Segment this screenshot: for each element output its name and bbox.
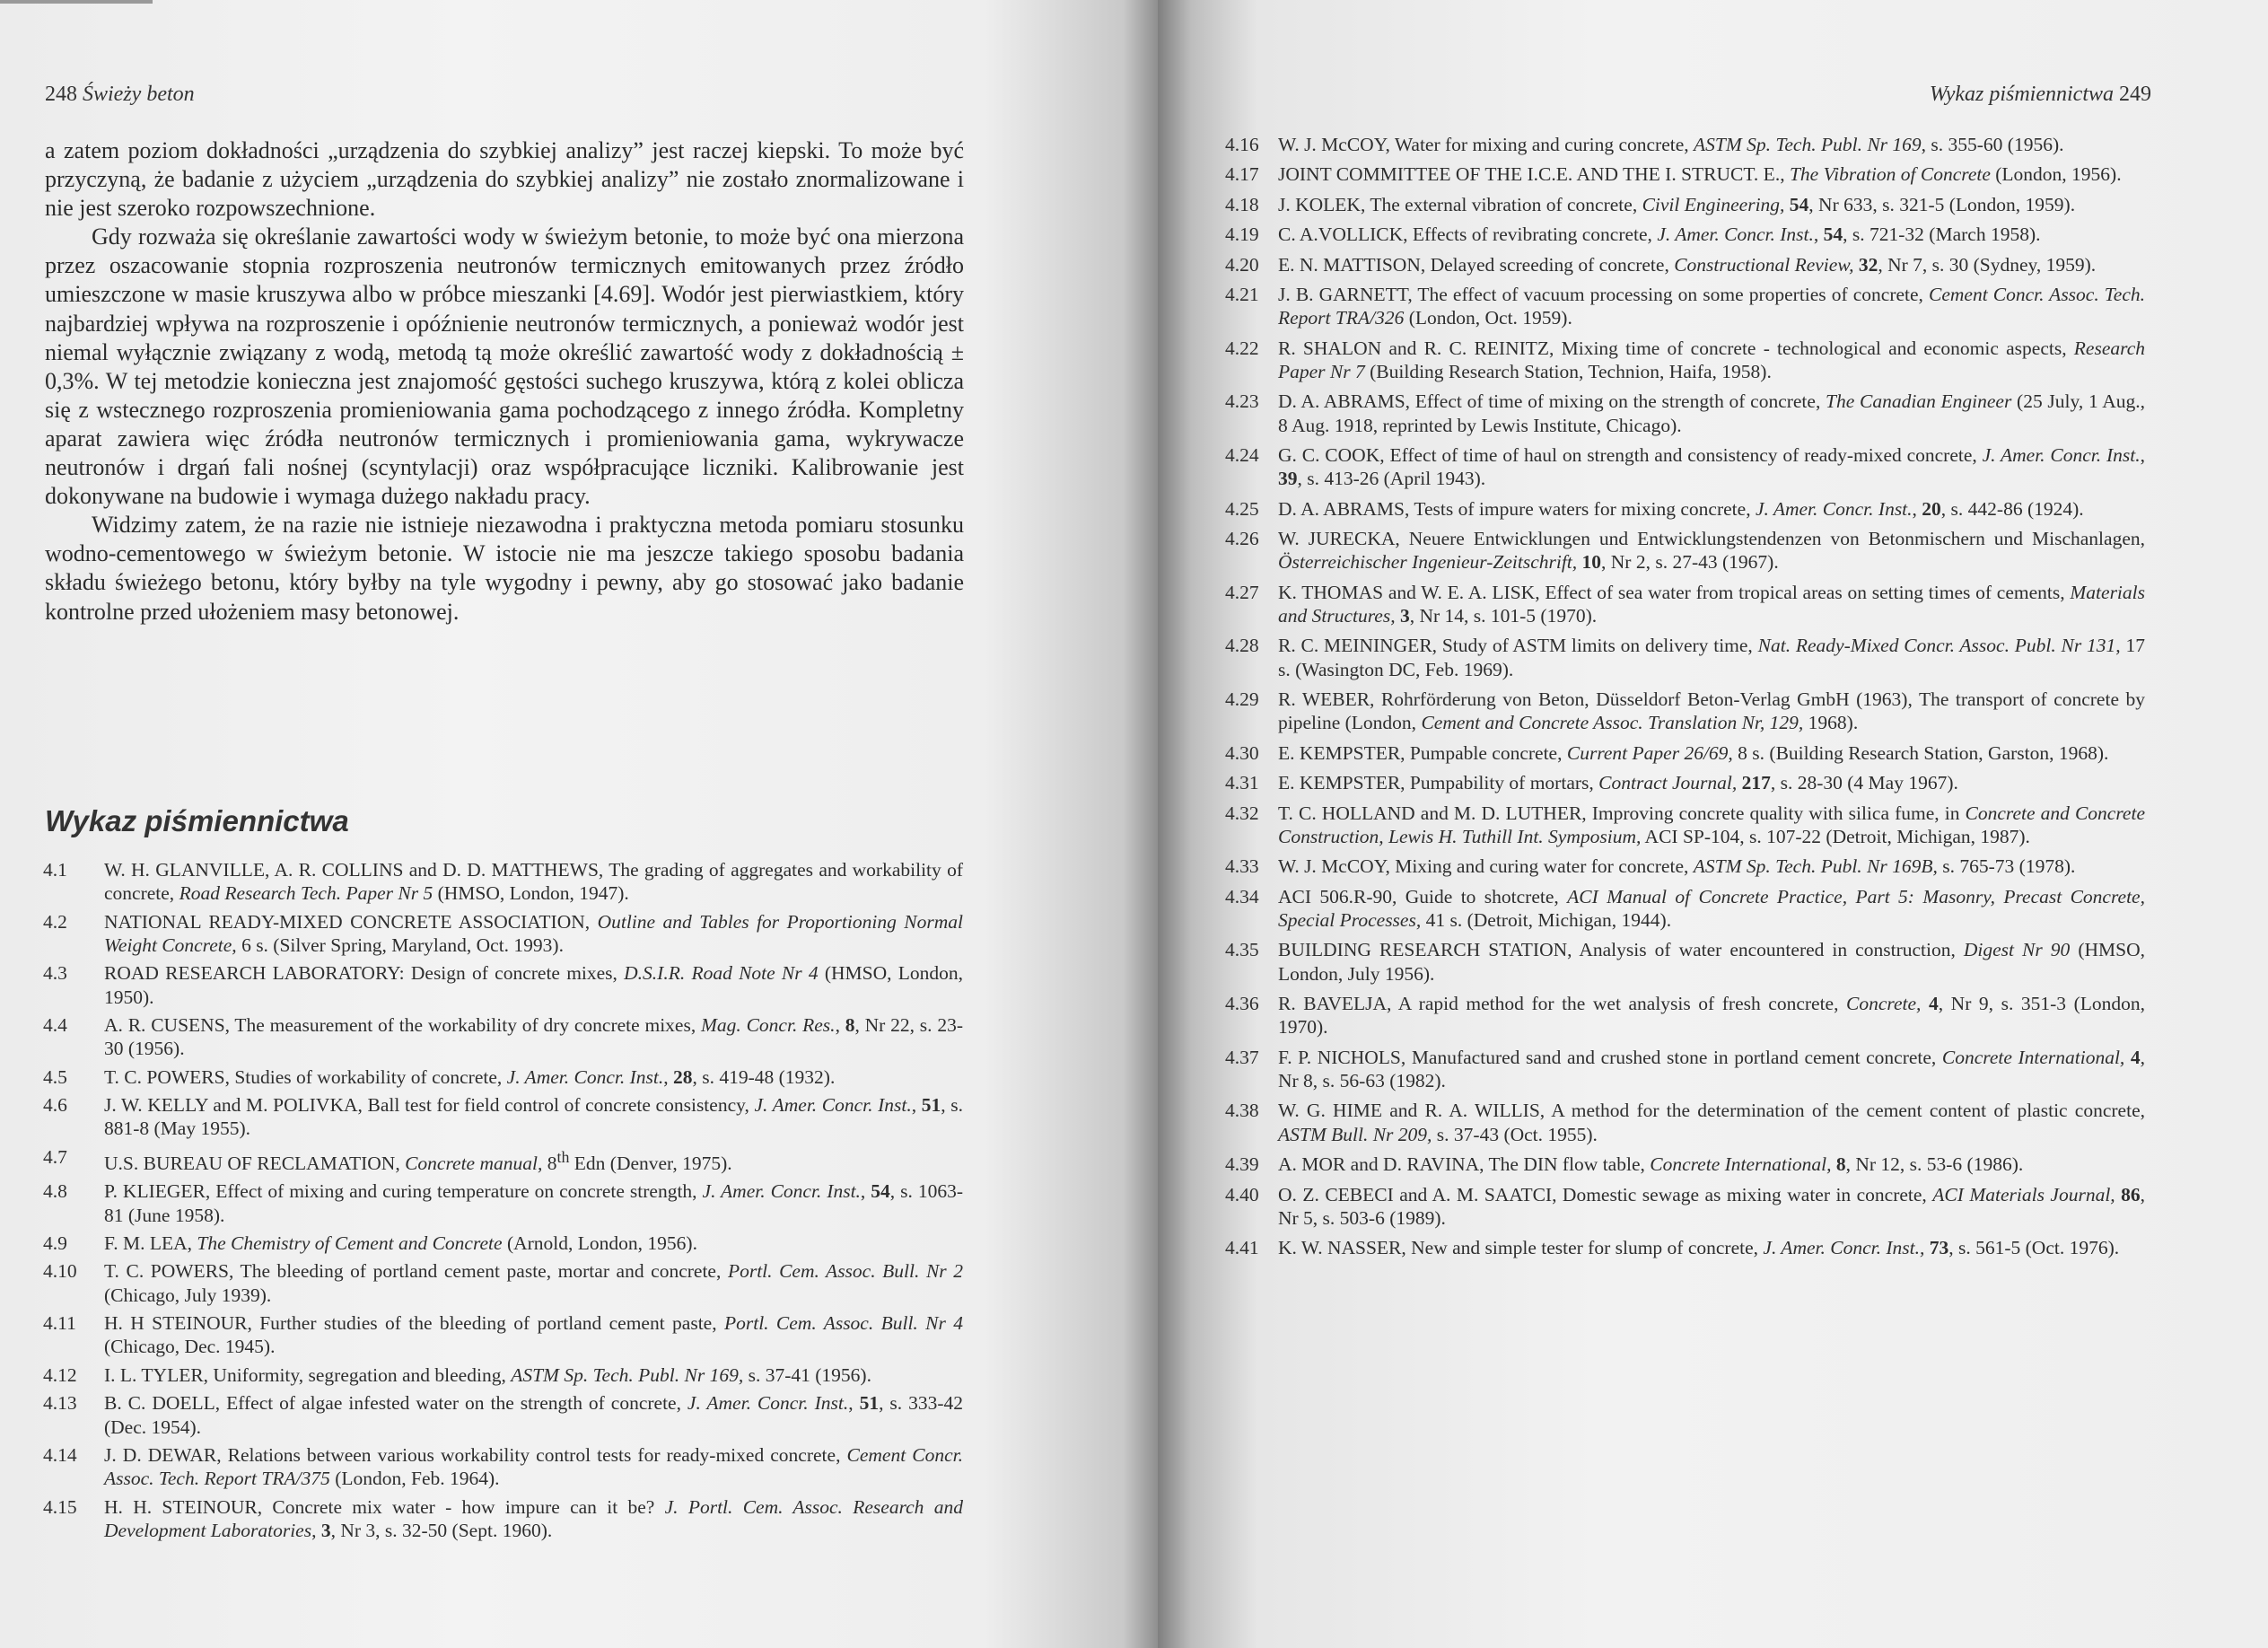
reference-item — [1225, 337, 2145, 384]
reference-number: 4.33 — [1225, 855, 1259, 878]
reference-number: 4.3 — [43, 962, 67, 985]
reference-text: NATIONAL READY-MIXED CONCRETE ASSOCIATION, Outline and Tables for Proportioning Normal Weight Concrete, 6 s. (Silver Spring, Maryland, Oct. 1993). — [104, 910, 963, 956]
reference-number: 4.14 — [43, 1443, 77, 1466]
reference-number: 4.28 — [1225, 635, 1259, 657]
reference-item — [43, 1495, 963, 1543]
reference-number: 4.6 — [43, 1094, 67, 1117]
reference-number: 4.18 — [1225, 193, 1259, 215]
reference-text: P. KLIEGER, Effect of mixing and curing temperature on concrete strength, J. Amer. Concr. Inst., 54, s. 1063-81 (June 1958). — [104, 1180, 964, 1226]
reference-number: 4.34 — [1225, 885, 1259, 907]
reference-item — [1225, 802, 2145, 849]
reference-text: W. JURECKA, Neuere Entwicklungen und Entwicklungstendenzen von Betonmischern und Mischanlagen, Österreichischer Ingenieur-Zeitschrift, 10, Nr 2, s. 27-43 (1967). — [1278, 528, 2145, 574]
reference-number: 4.41 — [1225, 1237, 1259, 1259]
running-title: Wykaz piśmiennictwa — [1929, 83, 2114, 106]
reference-item — [1225, 1153, 2145, 1176]
running-head-left — [45, 83, 195, 107]
reference-number: 4.16 — [1225, 134, 1259, 155]
page-number: 248 — [45, 83, 77, 106]
reference-text: E. N. MATTISON, Delayed screeding of concrete, Constructional Review, 32, Nr 7, s. 30 (Sydney, 1959). — [1278, 253, 2097, 276]
reference-number: 4.11 — [43, 1312, 76, 1335]
reference-item — [43, 1259, 963, 1307]
reference-text: W. J. McCOY, Mixing and curing water for concrete, ASTM Sp. Tech. Publ. Nr 169B, s. 765-73 (1978). — [1278, 855, 2076, 878]
reference-item — [1225, 855, 2145, 878]
reference-item — [1225, 741, 2145, 765]
reference-number: 4.35 — [1225, 939, 1259, 961]
reference-number: 4.7 — [43, 1145, 67, 1168]
reference-item — [1225, 283, 2145, 330]
reference-item — [1225, 688, 2145, 735]
reference-text: D. A. ABRAMS, Tests of impure waters for mixing concrete, J. Amer. Concr. Inst., 20, s. 442-86 (1924). — [1278, 497, 2084, 520]
reference-item — [1225, 527, 2145, 574]
reference-text: ACI 506.R-90, Guide to shotcrete, ACI Manual of Concrete Practice, Part 5: Masonry, Precast Concrete, Special Processes, 41 s. (Detroit, Michigan, 1944). — [1278, 885, 2145, 931]
reference-text: A. MOR and D. RAVINA, The DIN flow table, Concrete International, 8, Nr 12, s. 53-6 (1986). — [1278, 1153, 2024, 1176]
reference-item — [1225, 162, 2145, 186]
reference-item — [43, 1065, 963, 1089]
reference-item — [1225, 443, 2145, 491]
reference-number: 4.5 — [43, 1065, 67, 1088]
reference-number: 4.10 — [43, 1260, 77, 1283]
reference-item — [43, 1363, 963, 1387]
reference-item — [43, 858, 963, 906]
reference-number: 4.9 — [43, 1232, 67, 1255]
reference-item — [1225, 634, 2145, 681]
running-head-right — [1930, 83, 2151, 107]
reference-number: 4.26 — [1225, 528, 1259, 550]
reference-text: O. Z. CEBECI and A. M. SAATCI, Domestic sewage as mixing water in concrete, ACI Materials Journal, 86, Nr 5, s. 503-6 (1989). — [1278, 1183, 2146, 1229]
body-text — [45, 136, 964, 627]
reference-number: 4.8 — [43, 1180, 67, 1203]
reference-text: T. C. POWERS, Studies of workability of concrete, J. Amer. Concr. Inst., 28, s. 419-48 (1932). — [104, 1065, 836, 1088]
reference-text: E. KEMPSTER, Pumpable concrete, Current Paper 26/69, 8 s. (Building Research Station, Garston, 1968). — [1278, 741, 2109, 764]
reference-item — [1225, 938, 2145, 986]
references-heading: Wykaz piśmiennictwa — [45, 804, 349, 837]
reference-text: J. W. KELLY and M. POLIVKA, Ball test for field control of concrete consistency, J. Amer. Concr. Inst., 51, s. 881-8 (May 1955). — [104, 1094, 964, 1140]
reference-number: 4.15 — [43, 1495, 77, 1518]
reference-number: 4.12 — [43, 1363, 77, 1386]
reference-text: A. R. CUSENS, The measurement of the workability of dry concrete mixes, Mag. Concr. Res., 8, Nr 22, s. 23-30 (1956). — [104, 1014, 963, 1060]
reference-text: H. H STEINOUR, Further studies of the bleeding of portland cement paste, Portl. Cem. Assoc. Bull. Nr 4 (Chicago, Dec. 1945). — [104, 1312, 964, 1358]
reference-number: 4.1 — [43, 859, 67, 881]
page-edge-mark — [0, 0, 153, 4]
reference-text: R. WEBER, Rohrförderung von Beton, Düsseldorf Beton-Verlag GmbH (1963), The transport of concrete by pipeline (London, Cement and Concrete Assoc. Translation Nr, 129, 1968). — [1278, 688, 2145, 734]
reference-text: E. KEMPSTER, Pumpability of mortars, Contract Journal, 217, s. 28-30 (4 May 1967). — [1278, 772, 1958, 794]
reference-text: W. J. McCOY, Water for mixing and curing concrete, ASTM Sp. Tech. Publ. Nr 169, s. 355-60 (1956). — [1278, 134, 2064, 155]
reference-text: J. KOLEK, The external vibration of concrete, Civil Engineering, 54, Nr 633, s. 321-5 (London, 1959). — [1278, 193, 2076, 215]
reference-number: 4.2 — [43, 910, 67, 933]
reference-number: 4.36 — [1225, 993, 1259, 1015]
reference-item — [43, 1232, 963, 1255]
reference-item — [1225, 1183, 2145, 1231]
reference-text: F. M. LEA, The Chemistry of Cement and Concrete (Arnold, London, 1956). — [104, 1232, 697, 1255]
reference-item — [43, 961, 963, 1009]
paragraph: a zatem poziom dokładności „urządzenia do szybkiej analizy” jest raczej kiepski. To może być przyczyną, że badanie z użyciem „urządzenia do szybkiej analizy” nie zostało znormalizowane i nie jest szeroko rozpowszechnione. — [45, 137, 964, 222]
reference-text: D. A. ABRAMS, Effect of time of mixing on the strength of concrete, The Canadian Engineer (25 July, 1 Aug., 8 Aug. 1918, reprinted by Lewis Institute, Chicago). — [1278, 390, 2146, 436]
reference-number: 4.19 — [1225, 224, 1259, 246]
reference-item — [1225, 992, 2145, 1039]
reference-text: J. B. GARNETT, The effect of vacuum processing on some properties of concrete, Cement Concr. Assoc. Tech. Report TRA/326 (London, Oct. 1959). — [1278, 283, 2145, 329]
reference-text: K. THOMAS and W. E. A. LISK, Effect of sea water from tropical areas on setting times of cements, Materials and Structures, 3, Nr 14, s. 101-5 (1970). — [1278, 581, 2145, 627]
reference-item — [43, 1311, 963, 1359]
reference-item — [43, 1179, 963, 1227]
reference-number: 4.24 — [1225, 444, 1259, 467]
reference-text: G. C. COOK, Effect of time of haul on strength and consistency of ready-mixed concrete, J. Amer. Concr. Inst., 39, s. 413-26 (April 1943). — [1278, 444, 2145, 490]
reference-text: B. C. DOELL, Effect of algae infested water on the strength of concrete, J. Amer. Concr. Inst., 51, s. 333-42 (Dec. 1954). — [104, 1392, 963, 1438]
reference-text: ROAD RESEARCH LABORATORY: Design of concrete mixes, D.S.I.R. Road Note Nr 4 (HMSO, London, 1950). — [104, 962, 963, 1008]
reference-text: W. G. HIME and R. A. WILLIS, A method for the determination of the cement content of plastic concrete, ASTM Bull. Nr 209, s. 37-43 (Oct. 1955). — [1278, 1100, 2145, 1145]
reference-item — [1225, 581, 2145, 628]
running-title: Świeży beton — [83, 83, 195, 106]
reference-number: 4.17 — [1225, 163, 1259, 186]
paragraph: Gdy rozważa się określanie zawartości wody w świeżym betonie, to może być ona mierzona przez oszacowanie stopnia rozproszenia neutronów termicznych emitowanych przez źródło umieszczone w masie kruszywa albo w próbce mieszanki [4.69]. Wodór jest pierwiastkiem, który najbardziej wpływa na rozproszenie i opóźnienie neutronów termicznych, a ponieważ wodór jest niemal wyłącznie związany z wodą, metodą tą może określić zawartość wody z dokładnością ± 0,3%. W tej metodzie konieczna jest znajomość gęstości suchego kruszywa, którą z kolei oblicza się z wstecznego rozproszenia promieniowania gama pochodzącego z innego źródła. Kompletny aparat zawiera więc źródła neutronów termicznych i promieniowania gama, wykrywacze neutronów i drgań fali nośnej (scyntylacji) oraz współpracujące liczniki. Kalibrowanie jest dokonywane na budowie i wymaga dużego nakładu pracy. — [45, 224, 964, 510]
reference-text: R. BAVELJA, A rapid method for the wet analysis of fresh concrete, Concrete, 4, Nr 9, s. 351-3 (London, 1970). — [1278, 993, 2146, 1039]
reference-number: 4.20 — [1225, 253, 1259, 276]
reference-number: 4.29 — [1225, 688, 1259, 711]
reference-text: BUILDING RESEARCH STATION, Analysis of water encountered in construction, Digest Nr 90 (HMSO, London, July 1956). — [1278, 939, 2145, 985]
reference-number: 4.23 — [1225, 390, 1259, 413]
reference-number: 4.32 — [1225, 802, 1259, 824]
reference-item — [1225, 885, 2145, 933]
reference-text: C. A.VOLLICK, Effects of revibrating concrete, J. Amer. Concr. Inst., 54, s. 721-32 (March 1958). — [1278, 224, 2041, 246]
reference-text: F. P. NICHOLS, Manufactured sand and crushed stone in portland cement concrete, Concrete International, 4, Nr 8, s. 56-63 (1982). — [1278, 1046, 2145, 1092]
reference-item — [43, 1145, 963, 1175]
reference-item — [1225, 1099, 2145, 1146]
reference-text: R. SHALON and R. C. REINITZ, Mixing time of concrete - technological and economic aspects, Research Paper Nr 7 (Building Research Station, Technion, Haifa, 1958). — [1278, 337, 2145, 382]
reference-item — [43, 910, 963, 958]
page-number: 249 — [2119, 83, 2151, 106]
references-list — [1225, 133, 2145, 1267]
reference-text: U.S. BUREAU OF RECLAMATION, Concrete manual, 8th Edn (Denver, 1975). — [104, 1147, 732, 1174]
reference-text: T. C. POWERS, The bleeding of portland cement paste, mortar and concrete, Portl. Cem. Assoc. Bull. Nr 2 (Chicago, July 1939). — [104, 1260, 963, 1306]
reference-text: I. L. TYLER, Uniformity, segregation and bleeding, ASTM Sp. Tech. Publ. Nr 169, s. 37-41 (1956). — [104, 1363, 871, 1386]
reference-text: T. C. HOLLAND and M. D. LUTHER, Improving concrete quality with silica fume, in Concrete and Concrete Construction, Lewis H. Tuthill Int. Symposium, ACI SP-104, s. 107-22 (Detroit, Michigan, 1987). — [1278, 802, 2145, 847]
references-list — [43, 858, 963, 1547]
reference-item — [43, 1391, 963, 1439]
reference-item — [1225, 497, 2145, 521]
reference-number: 4.40 — [1225, 1183, 1259, 1205]
reference-item — [43, 1443, 963, 1491]
reference-number: 4.21 — [1225, 283, 1259, 305]
reference-number: 4.22 — [1225, 337, 1259, 359]
reference-number: 4.27 — [1225, 581, 1259, 603]
reference-item — [1225, 253, 2145, 276]
reference-number: 4.25 — [1225, 497, 1259, 520]
reference-number: 4.30 — [1225, 741, 1259, 764]
reference-number: 4.13 — [43, 1392, 77, 1415]
reference-text: JOINT COMMITTEE OF THE I.C.E. AND THE I. STRUCT. E., The Vibration of Concrete (London, 1956). — [1278, 163, 2122, 186]
reference-item — [1225, 1236, 2145, 1259]
reference-number: 4.38 — [1225, 1100, 1259, 1122]
paragraph: Widzimy zatem, że na razie nie istnieje niezawodna i praktyczna metoda pomiaru stosunku wodno-cementowego w świeżym betonie. W istocie nie ma jeszcze takiego sposobu badania składu świeżego betonu, który byłby na tyle wygodny i pewny, aby go stosować jako badanie kontrolne przed ułożeniem masy betonowej. — [45, 512, 964, 625]
reference-item — [1225, 223, 2145, 246]
right-page — [1158, 0, 2268, 1648]
reference-number: 4.39 — [1225, 1153, 1259, 1176]
reference-number: 4.4 — [43, 1014, 67, 1037]
reference-number: 4.37 — [1225, 1046, 1259, 1068]
reference-text: W. H. GLANVILLE, A. R. COLLINS and D. D. MATTHEWS, The grading of aggregates and workability of concrete, Road Research Tech. Paper Nr 5 (HMSO, London, 1947). — [104, 859, 963, 905]
reference-item — [1225, 193, 2145, 216]
reference-text: R. C. MEININGER, Study of ASTM limits on delivery time, Nat. Ready-Mixed Concr. Assoc. Publ. Nr 131, 17 s. (Wasington DC, Feb. 1969). — [1278, 635, 2145, 680]
reference-text: J. D. DEWAR, Relations between various workability control tests for ready-mixed concrete, Cement Concr. Assoc. Tech. Report TRA/375 (London, Feb. 1964). — [104, 1443, 963, 1490]
reference-item — [1225, 771, 2145, 794]
reference-text: K. W. NASSER, New and simple tester for slump of concrete, J. Amer. Concr. Inst., 73, s. 561-5 (Oct. 1976). — [1278, 1237, 2120, 1259]
reference-item — [1225, 390, 2145, 437]
reference-number: 4.31 — [1225, 772, 1259, 794]
reference-item — [43, 1093, 963, 1141]
reference-text: H. H. STEINOUR, Concrete mix water - how impure can it be? J. Portl. Cem. Assoc. Research and Development Laboratories, 3, Nr 3, s. 32-50 (Sept. 1960). — [104, 1495, 963, 1541]
reference-item — [43, 1013, 963, 1061]
reference-item — [1225, 133, 2145, 156]
reference-item — [1225, 1046, 2145, 1093]
